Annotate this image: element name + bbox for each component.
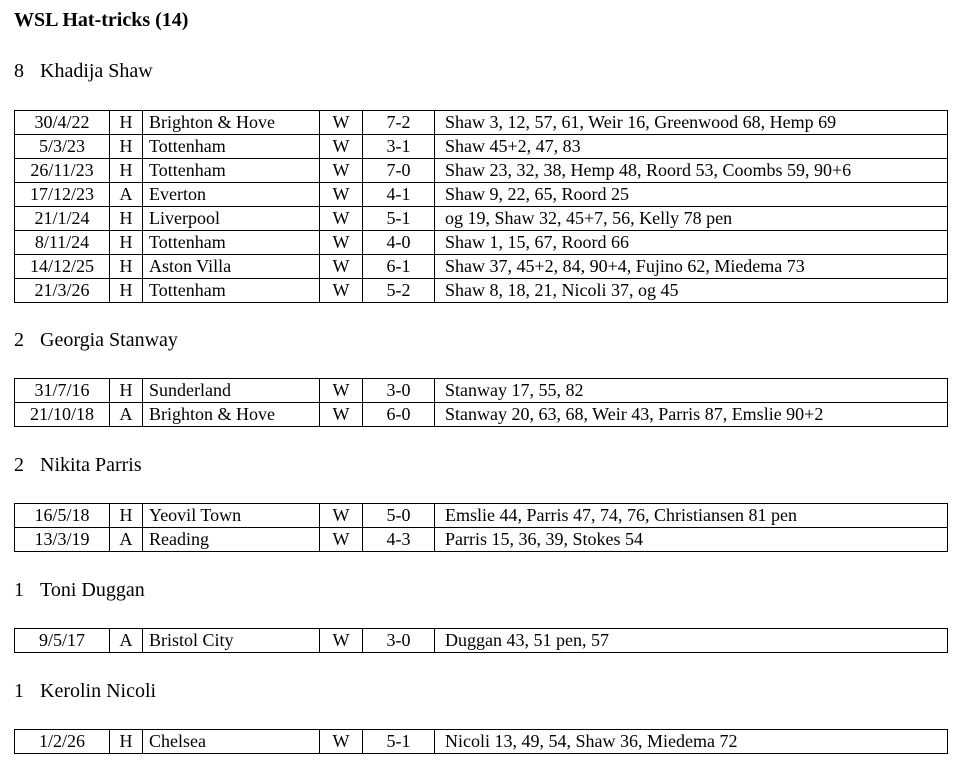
table-row [15, 403, 948, 427]
hat-trick-count: 8 [14, 60, 24, 82]
hat-trick-count: 2 [14, 329, 24, 351]
table-row [15, 279, 948, 303]
match-date: 17/12/23 [15, 183, 110, 207]
table-row [15, 231, 948, 255]
match-venue: H [110, 135, 143, 159]
match-scorers: Parris 15, 36, 39, Stokes 54 [435, 528, 948, 552]
match-opponent: Sunderland [143, 379, 320, 403]
match-date: 26/11/23 [15, 159, 110, 183]
table-row [15, 629, 948, 653]
match-venue: A [110, 403, 143, 427]
hat-trick-table-shaw [14, 110, 948, 303]
player-name: Kerolin Nicoli [40, 680, 157, 702]
hat-trick-table-duggan [14, 628, 948, 653]
player-heading-parris [14, 452, 142, 478]
match-result: W [320, 504, 363, 528]
match-venue: H [110, 207, 143, 231]
table-row [15, 730, 948, 754]
player-heading-stanway [14, 327, 178, 353]
match-date: 9/5/17 [15, 629, 110, 653]
match-venue: H [110, 730, 143, 754]
match-venue: H [110, 159, 143, 183]
match-opponent: Tottenham [143, 159, 320, 183]
player-heading-duggan [14, 577, 145, 603]
table-row [15, 207, 948, 231]
match-venue: H [110, 111, 143, 135]
match-scorers: Duggan 43, 51 pen, 57 [435, 629, 948, 653]
table-row [15, 183, 948, 207]
player-heading-nicoli [14, 678, 156, 704]
match-venue: H [110, 379, 143, 403]
match-scorers: Shaw 23, 32, 38, Hemp 48, Roord 53, Coombs 59, 90+6 [435, 159, 948, 183]
match-score: 4-3 [363, 528, 435, 552]
hat-trick-table-stanway [14, 378, 948, 427]
match-date: 13/3/19 [15, 528, 110, 552]
match-result: W [320, 183, 363, 207]
match-result: W [320, 135, 363, 159]
match-date: 8/11/24 [15, 231, 110, 255]
match-scorers: Shaw 9, 22, 65, Roord 25 [435, 183, 948, 207]
match-scorers: Stanway 17, 55, 82 [435, 379, 948, 403]
match-date: 21/1/24 [15, 207, 110, 231]
match-result: W [320, 528, 363, 552]
match-opponent: Chelsea [143, 730, 320, 754]
player-name: Khadija Shaw [40, 60, 153, 82]
match-scorers: Emslie 44, Parris 47, 74, 76, Christiansen 81 pen [435, 504, 948, 528]
match-opponent: Liverpool [143, 207, 320, 231]
match-date: 16/5/18 [15, 504, 110, 528]
match-result: W [320, 730, 363, 754]
match-opponent: Tottenham [143, 279, 320, 303]
player-name: Georgia Stanway [40, 329, 178, 351]
table-row [15, 159, 948, 183]
match-score: 4-0 [363, 231, 435, 255]
hat-trick-table-parris [14, 503, 948, 552]
match-opponent: Aston Villa [143, 255, 320, 279]
match-venue: A [110, 629, 143, 653]
match-score: 6-1 [363, 255, 435, 279]
match-result: W [320, 207, 363, 231]
match-opponent: Bristol City [143, 629, 320, 653]
page-title: WSL Hat-tricks (14) [14, 9, 189, 31]
match-score: 3-0 [363, 629, 435, 653]
match-result: W [320, 159, 363, 183]
match-score: 3-0 [363, 379, 435, 403]
match-venue: H [110, 255, 143, 279]
match-result: W [320, 629, 363, 653]
table-row [15, 111, 948, 135]
match-result: W [320, 403, 363, 427]
match-score: 3-1 [363, 135, 435, 159]
hat-trick-table-nicoli [14, 729, 948, 754]
match-result: W [320, 111, 363, 135]
match-venue: A [110, 528, 143, 552]
hat-trick-count: 1 [14, 680, 24, 702]
table-row [15, 504, 948, 528]
match-score: 5-2 [363, 279, 435, 303]
match-opponent: Reading [143, 528, 320, 552]
match-scorers: og 19, Shaw 32, 45+7, 56, Kelly 78 pen [435, 207, 948, 231]
match-venue: A [110, 183, 143, 207]
match-date: 31/7/16 [15, 379, 110, 403]
table-row [15, 135, 948, 159]
table-row [15, 528, 948, 552]
match-opponent: Tottenham [143, 135, 320, 159]
match-scorers: Stanway 20, 63, 68, Weir 43, Parris 87, Emslie 90+2 [435, 403, 948, 427]
match-result: W [320, 255, 363, 279]
match-scorers: Shaw 45+2, 47, 83 [435, 135, 948, 159]
match-score: 6-0 [363, 403, 435, 427]
player-name: Nikita Parris [40, 454, 142, 476]
match-result: W [320, 231, 363, 255]
match-result: W [320, 279, 363, 303]
match-scorers: Shaw 3, 12, 57, 61, Weir 16, Greenwood 68, Hemp 69 [435, 111, 948, 135]
match-date: 21/10/18 [15, 403, 110, 427]
match-venue: H [110, 504, 143, 528]
match-date: 21/3/26 [15, 279, 110, 303]
match-opponent: Brighton & Hove [143, 403, 320, 427]
match-date: 5/3/23 [15, 135, 110, 159]
match-venue: H [110, 279, 143, 303]
match-score: 5-1 [363, 730, 435, 754]
match-score: 5-0 [363, 504, 435, 528]
hat-trick-count: 1 [14, 579, 24, 601]
match-score: 4-1 [363, 183, 435, 207]
match-score: 7-0 [363, 159, 435, 183]
match-score: 7-2 [363, 111, 435, 135]
match-scorers: Shaw 37, 45+2, 84, 90+4, Fujino 62, Miedema 73 [435, 255, 948, 279]
player-name: Toni Duggan [40, 579, 145, 601]
match-opponent: Brighton & Hove [143, 111, 320, 135]
match-score: 5-1 [363, 207, 435, 231]
match-opponent: Everton [143, 183, 320, 207]
player-heading-shaw [14, 58, 153, 84]
match-opponent: Yeovil Town [143, 504, 320, 528]
match-date: 1/2/26 [15, 730, 110, 754]
match-date: 30/4/22 [15, 111, 110, 135]
hat-trick-count: 2 [14, 454, 24, 476]
match-opponent: Tottenham [143, 231, 320, 255]
match-scorers: Shaw 8, 18, 21, Nicoli 37, og 45 [435, 279, 948, 303]
match-result: W [320, 379, 363, 403]
match-scorers: Nicoli 13, 49, 54, Shaw 36, Miedema 72 [435, 730, 948, 754]
table-row [15, 379, 948, 403]
match-date: 14/12/25 [15, 255, 110, 279]
match-scorers: Shaw 1, 15, 67, Roord 66 [435, 231, 948, 255]
match-venue: H [110, 231, 143, 255]
table-row [15, 255, 948, 279]
